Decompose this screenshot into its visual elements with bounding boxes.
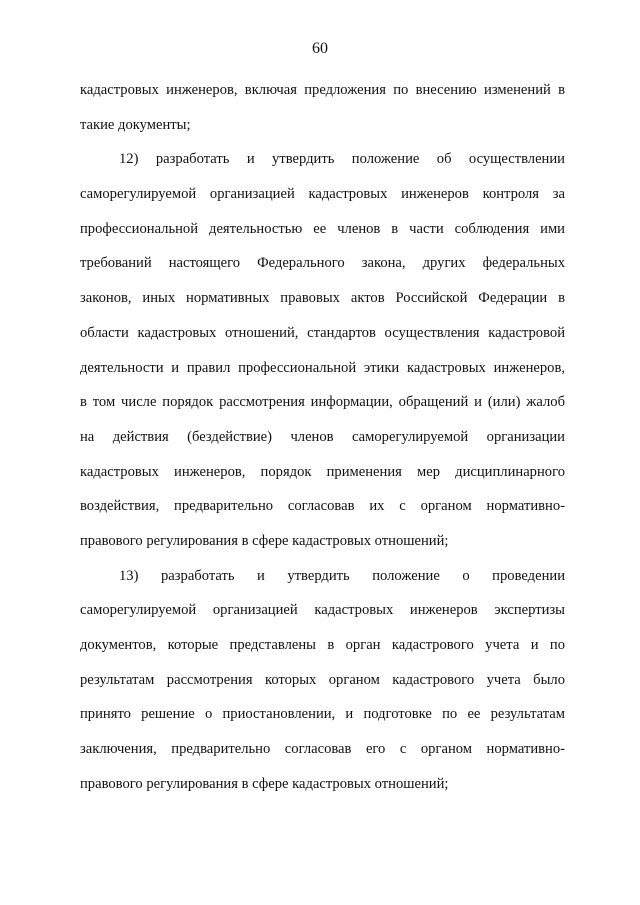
- text-line: кадастровых инженеров, порядок применения мер дисциплинарного: [80, 463, 565, 480]
- text-line: деятельности и правил профессиональной этики кадастровых инженеров,: [80, 359, 565, 376]
- page-number: 60: [312, 40, 328, 57]
- text-line: кадастровых инженеров, включая предложения по внесению изменений в: [80, 82, 565, 98]
- text-line: правового регулирования в сфере кадастровых отношений;: [80, 775, 449, 792]
- text-line: правового регулирования в сфере кадастровых отношений;: [80, 532, 449, 549]
- text-line: в том числе порядок рассмотрения информации, обращений и (или) жалоб: [80, 394, 565, 411]
- text-line: такие документы;: [80, 116, 191, 133]
- text-line: результатам рассмотрения которых органом кадастрового учета было: [80, 671, 565, 688]
- text-line: саморегулируемой организацией кадастровых инженеров контроля за: [80, 186, 565, 203]
- text-line: саморегулируемой организацией кадастровых инженеров экспертизы: [80, 602, 565, 619]
- text-line: требований настоящего Федерального закона, других федеральных: [80, 255, 565, 272]
- text-line: 13) разработать и утвердить положение о проведении: [119, 567, 565, 584]
- text-line: на действия (бездействие) членов саморегулируемой организации: [80, 428, 565, 445]
- text-line: принято решение о приостановлении, и подготовке по ее результатам: [80, 706, 565, 723]
- paragraph-item-13: [80, 559, 565, 802]
- text-line: законов, иных нормативных правовых актов Российской Федерации в: [80, 290, 565, 307]
- text-line: заключения, предварительно согласовав его с органом нормативно-: [80, 741, 565, 758]
- text-line: области кадастровых отношений, стандартов осуществления кадастровой: [80, 324, 565, 341]
- document-body: [80, 73, 565, 801]
- text-line: документов, которые представлены в орган кадастрового учета и по: [80, 637, 565, 653]
- text-line: 12) разработать и утвердить положение об осуществлении: [119, 151, 565, 168]
- text-line: воздействия, предварительно согласовав их с органом нормативно-: [80, 498, 565, 515]
- paragraph-continuation: [80, 73, 565, 142]
- paragraph-item-12: [80, 142, 565, 558]
- text-line: профессиональной деятельностью ее членов в части соблюдения ими: [80, 220, 565, 237]
